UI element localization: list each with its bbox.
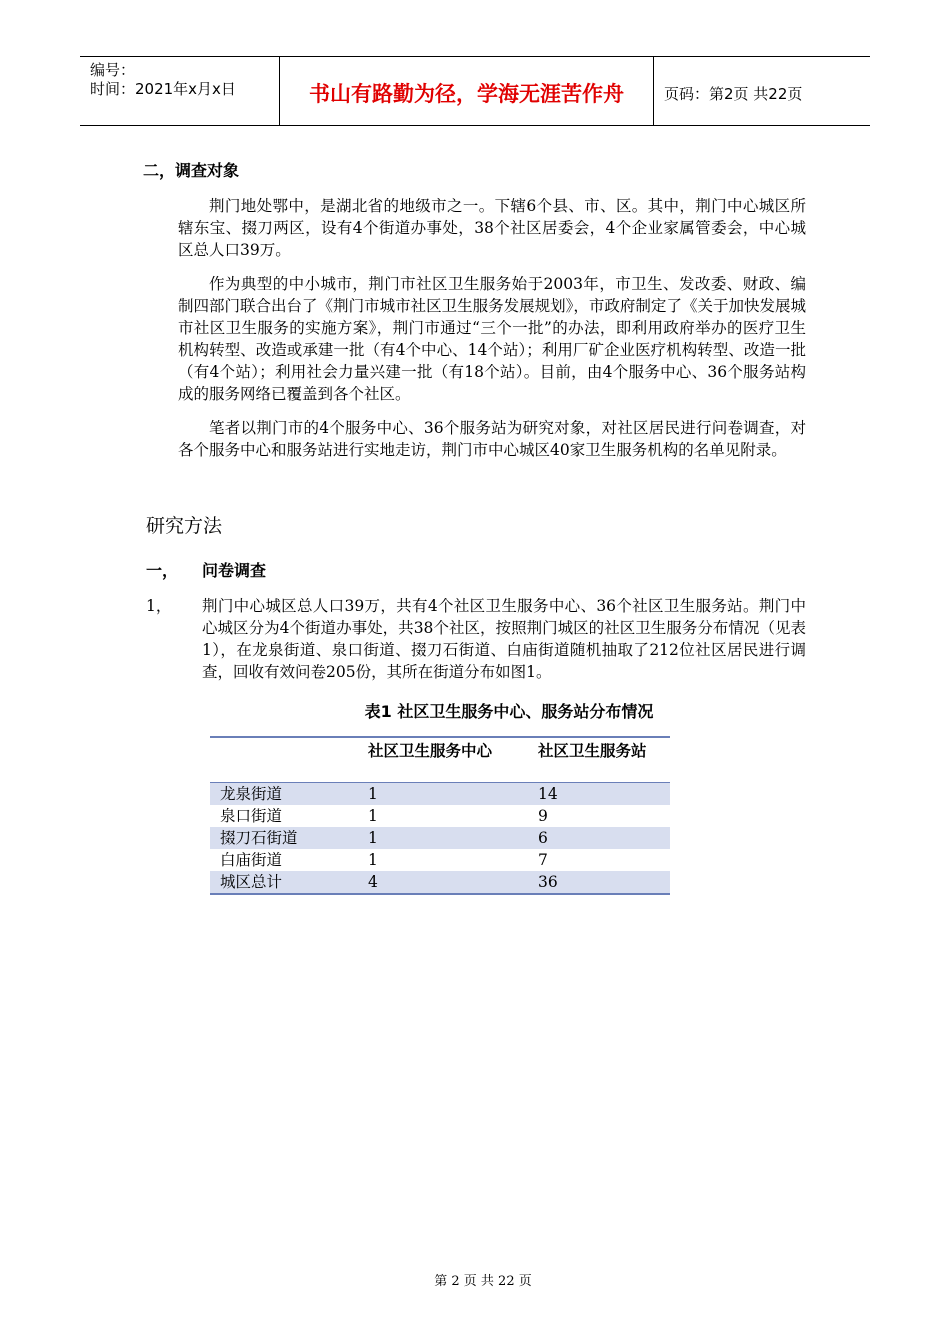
section-heading-survey-subject: 二，调查对象 — [143, 161, 240, 180]
table-cell: 掇刀石街道 — [210, 827, 358, 849]
table-cell: 14 — [528, 783, 670, 806]
header-page-info: 页码：第2页 共22页 — [664, 84, 803, 103]
header-meta — [80, 57, 280, 125]
table-cell: 龙泉街道 — [210, 783, 358, 806]
document-number: 编号： — [90, 61, 136, 79]
distribution-table — [210, 736, 670, 895]
table-row — [210, 849, 670, 871]
table-caption: 表1 社区卫生服务中心、服务站分布情况 — [364, 702, 654, 721]
page-footer: 第 2 页 共 22 页 — [434, 1274, 532, 1289]
subsection-title: 问卷调查 — [202, 561, 267, 580]
section-heading-methods: 研究方法 — [146, 515, 223, 537]
table-header-cell: 社区卫生服务中心 — [358, 737, 528, 783]
table-cell: 9 — [538, 807, 548, 825]
paragraph: 笔者以荆门市的4个服务中心、36个服务站为研究对象，对社区居民进行问卷调查，对各个服务中心和服务站进行实地走访，荆门市中心城区40家卫生服务机构的名单见附录。 — [178, 419, 806, 459]
table-header-cell: 社区卫生服务站 — [528, 737, 670, 783]
numbered-item — [146, 595, 806, 683]
table-row — [210, 783, 670, 806]
page-header — [80, 56, 870, 126]
table-cell: 6 — [528, 827, 670, 849]
table-cell: 7 — [538, 851, 548, 869]
table-header-row — [210, 737, 670, 783]
table-cell: 36 — [528, 871, 670, 894]
item-text: 荆门中心城区总人口39万，共有4个社区卫生服务中心、36个社区卫生服务站。荆门中心城区分为4个街道办事处，共38个社区，按照荆门城区的社区卫生服务分布情况（见表1），在龙泉街道、泉口街道、掇刀石街道、白庙街道随机抽取了212位社区居民进行调查，回收有效问卷205份，其所在街道分布如图1。 — [202, 597, 806, 681]
paragraph: 作为典型的中小城市，荆门市社区卫生服务始于2003年，市卫生、发改委、财政、编制四部门联合出台了《荆门市城市社区卫生服务发展规划》，市政府制定了《关于加快发展城市社区卫生服务的实施方案》，荆门市通过“三个一批”的办法，即利用政府举办的医疗卫生机构转型、改造或承建一批（有4个中心、14个站）；利用厂矿企业医疗机构转型、改造一批（有4个站）；利用社会力量兴建一批（有18个站）。目前，由4个服务中心、36个服务站构成的服务网络已覆盖到各个社区。 — [178, 275, 806, 403]
document-time: 时间：2021年x月x日 — [90, 80, 236, 98]
table-row — [210, 805, 670, 827]
table-row — [210, 871, 670, 894]
table-cell: 城区总计 — [210, 871, 358, 894]
table-cell: 4 — [358, 871, 528, 894]
subsection-heading-questionnaire — [146, 558, 806, 581]
table-cell: 1 — [368, 807, 378, 825]
table-row — [210, 827, 670, 849]
document-body — [143, 150, 806, 895]
header-motto: 书山有路勤为径，学海无涯苦作舟 — [280, 57, 654, 125]
table-cell: 1 — [368, 851, 378, 869]
table-header-cell — [210, 737, 358, 783]
item-number: 1， — [146, 597, 172, 615]
table-cell: 1 — [358, 827, 528, 849]
table-cell: 白庙街道 — [220, 851, 283, 869]
table-cell: 泉口街道 — [220, 807, 283, 825]
table-cell: 1 — [358, 783, 528, 806]
subsection-number: 一， — [146, 561, 179, 580]
paragraph: 荆门地处鄂中，是湖北省的地级市之一。下辖6个县、市、区。其中，荆门中心城区所辖东宝、掇刀两区，设有4个街道办事处，38个社区居委会，4个企业家属管委会，中心城区总人口39万。 — [178, 197, 806, 259]
